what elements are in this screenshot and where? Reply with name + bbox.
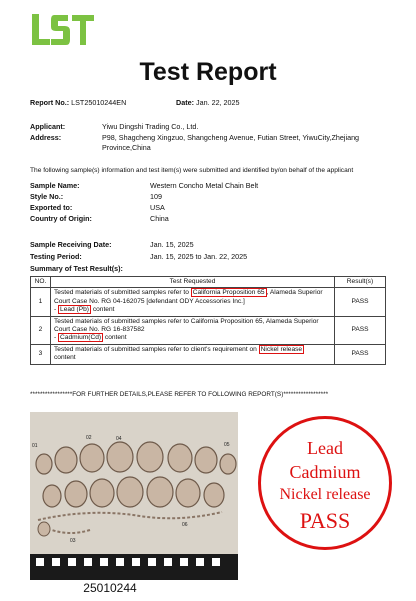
belt-illustration xyxy=(30,412,238,580)
report-number-label: Report No.: xyxy=(30,98,70,107)
stamp-cadmium: Cadmium xyxy=(289,462,361,482)
svg-text:06: 06 xyxy=(182,522,188,528)
report-date-label: Date: xyxy=(176,98,194,107)
row-number: 2 xyxy=(31,316,51,344)
exported-label: Exported to: xyxy=(30,203,73,212)
origin-value: China xyxy=(150,214,169,223)
svg-text:04: 04 xyxy=(116,436,122,442)
svg-text:02: 02 xyxy=(86,435,92,441)
lst-logo xyxy=(28,12,96,48)
table-row xyxy=(31,316,386,344)
exported-value: USA xyxy=(150,203,165,212)
row-result: PASS xyxy=(335,288,386,316)
stamp-lead: Lead xyxy=(307,438,343,458)
report-date-value: Jan. 22, 2025 xyxy=(195,98,240,107)
test-text: content xyxy=(91,306,115,314)
test-text: Tested materials of submitted samples refer to client's requirement on xyxy=(54,345,259,353)
origin-label: Country of Origin: xyxy=(30,214,92,223)
summary-label: Summary of Test Result(s): xyxy=(30,264,123,273)
intro-text: The following sample(s) information and test item(s) were submitted and identified by/on behalf of the applicant xyxy=(30,167,354,174)
table-row xyxy=(31,288,386,316)
table-header-test: Test Requested xyxy=(51,277,335,288)
table-header-no: NO. xyxy=(31,277,51,288)
sample-name-label: Sample Name: xyxy=(30,181,80,190)
table-row xyxy=(31,344,386,364)
applicant-value: Yiwu Dingshi Trading Co., Ltd. xyxy=(102,122,199,131)
photo-caption: 25010244 xyxy=(83,581,137,595)
stamp-nickel-release: Nickel release xyxy=(279,486,371,503)
test-text: - xyxy=(54,306,59,314)
svg-text:05: 05 xyxy=(224,442,230,448)
test-text: content xyxy=(103,334,127,342)
style-label: Style No.: xyxy=(30,192,64,201)
receiving-label: Sample Receiving Date: xyxy=(30,240,112,249)
receiving-value: Jan. 15, 2025 xyxy=(150,240,194,249)
highlight-box: Cadmium(Cd) xyxy=(60,334,102,342)
applicant-label: Applicant: xyxy=(30,122,66,131)
period-label: Testing Period: xyxy=(30,252,82,261)
svg-text:01: 01 xyxy=(32,443,38,449)
test-text: content xyxy=(54,354,76,362)
row-result: PASS xyxy=(335,316,386,344)
further-details-line: *****************FOR FURTHER DETAILS,PLEASE REFER TO FOLLOWING REPORT(S)****************** xyxy=(30,391,329,398)
table-header-row xyxy=(31,277,386,288)
product-photo xyxy=(30,412,238,580)
test-text: - xyxy=(54,334,59,342)
row-test-requested xyxy=(51,344,335,364)
style-value: 109 xyxy=(150,192,162,201)
highlight-box: California Proposition 65 xyxy=(192,289,265,297)
period-value: Jan. 15, 2025 to Jan. 22, 2025 xyxy=(150,252,248,261)
table-header-result: Result(s) xyxy=(335,277,386,288)
address-line-1: P98, Shagcheng Xingzuo, Shangcheng Avenue, Futian Street, YiwuCity,Zhejiang xyxy=(102,133,360,142)
row-result: PASS xyxy=(335,344,386,364)
row-number: 1 xyxy=(31,288,51,316)
svg-text:03: 03 xyxy=(70,538,76,544)
test-text: , Alameda Superior Court Case No. RG 04-162075 [defendant ODY Accessories Inc.] xyxy=(54,289,323,305)
highlight-box: Nickel release xyxy=(260,345,303,353)
address-line-2: Province,China xyxy=(102,143,151,152)
stamp-pass: PASS xyxy=(299,508,351,533)
report-date xyxy=(176,98,240,107)
row-test-requested xyxy=(51,316,335,344)
row-number: 3 xyxy=(31,344,51,364)
results-table xyxy=(30,276,386,365)
highlight-box: Lead (Pb) xyxy=(60,306,89,314)
report-number-value: LST25010244EN xyxy=(71,98,127,107)
address-label: Address: xyxy=(30,133,62,142)
test-text: Tested materials of submitted samples refer to xyxy=(54,289,191,297)
report-title: Test Report xyxy=(139,58,277,86)
sample-name-value: Western Concho Metal Chain Belt xyxy=(150,181,259,190)
row-test-requested xyxy=(51,288,335,316)
test-text: Tested materials of submitted samples refer to California Proposition 65, Alameda Superior Court Case No. RG 16-837582 xyxy=(54,317,319,334)
report-number xyxy=(30,98,126,107)
